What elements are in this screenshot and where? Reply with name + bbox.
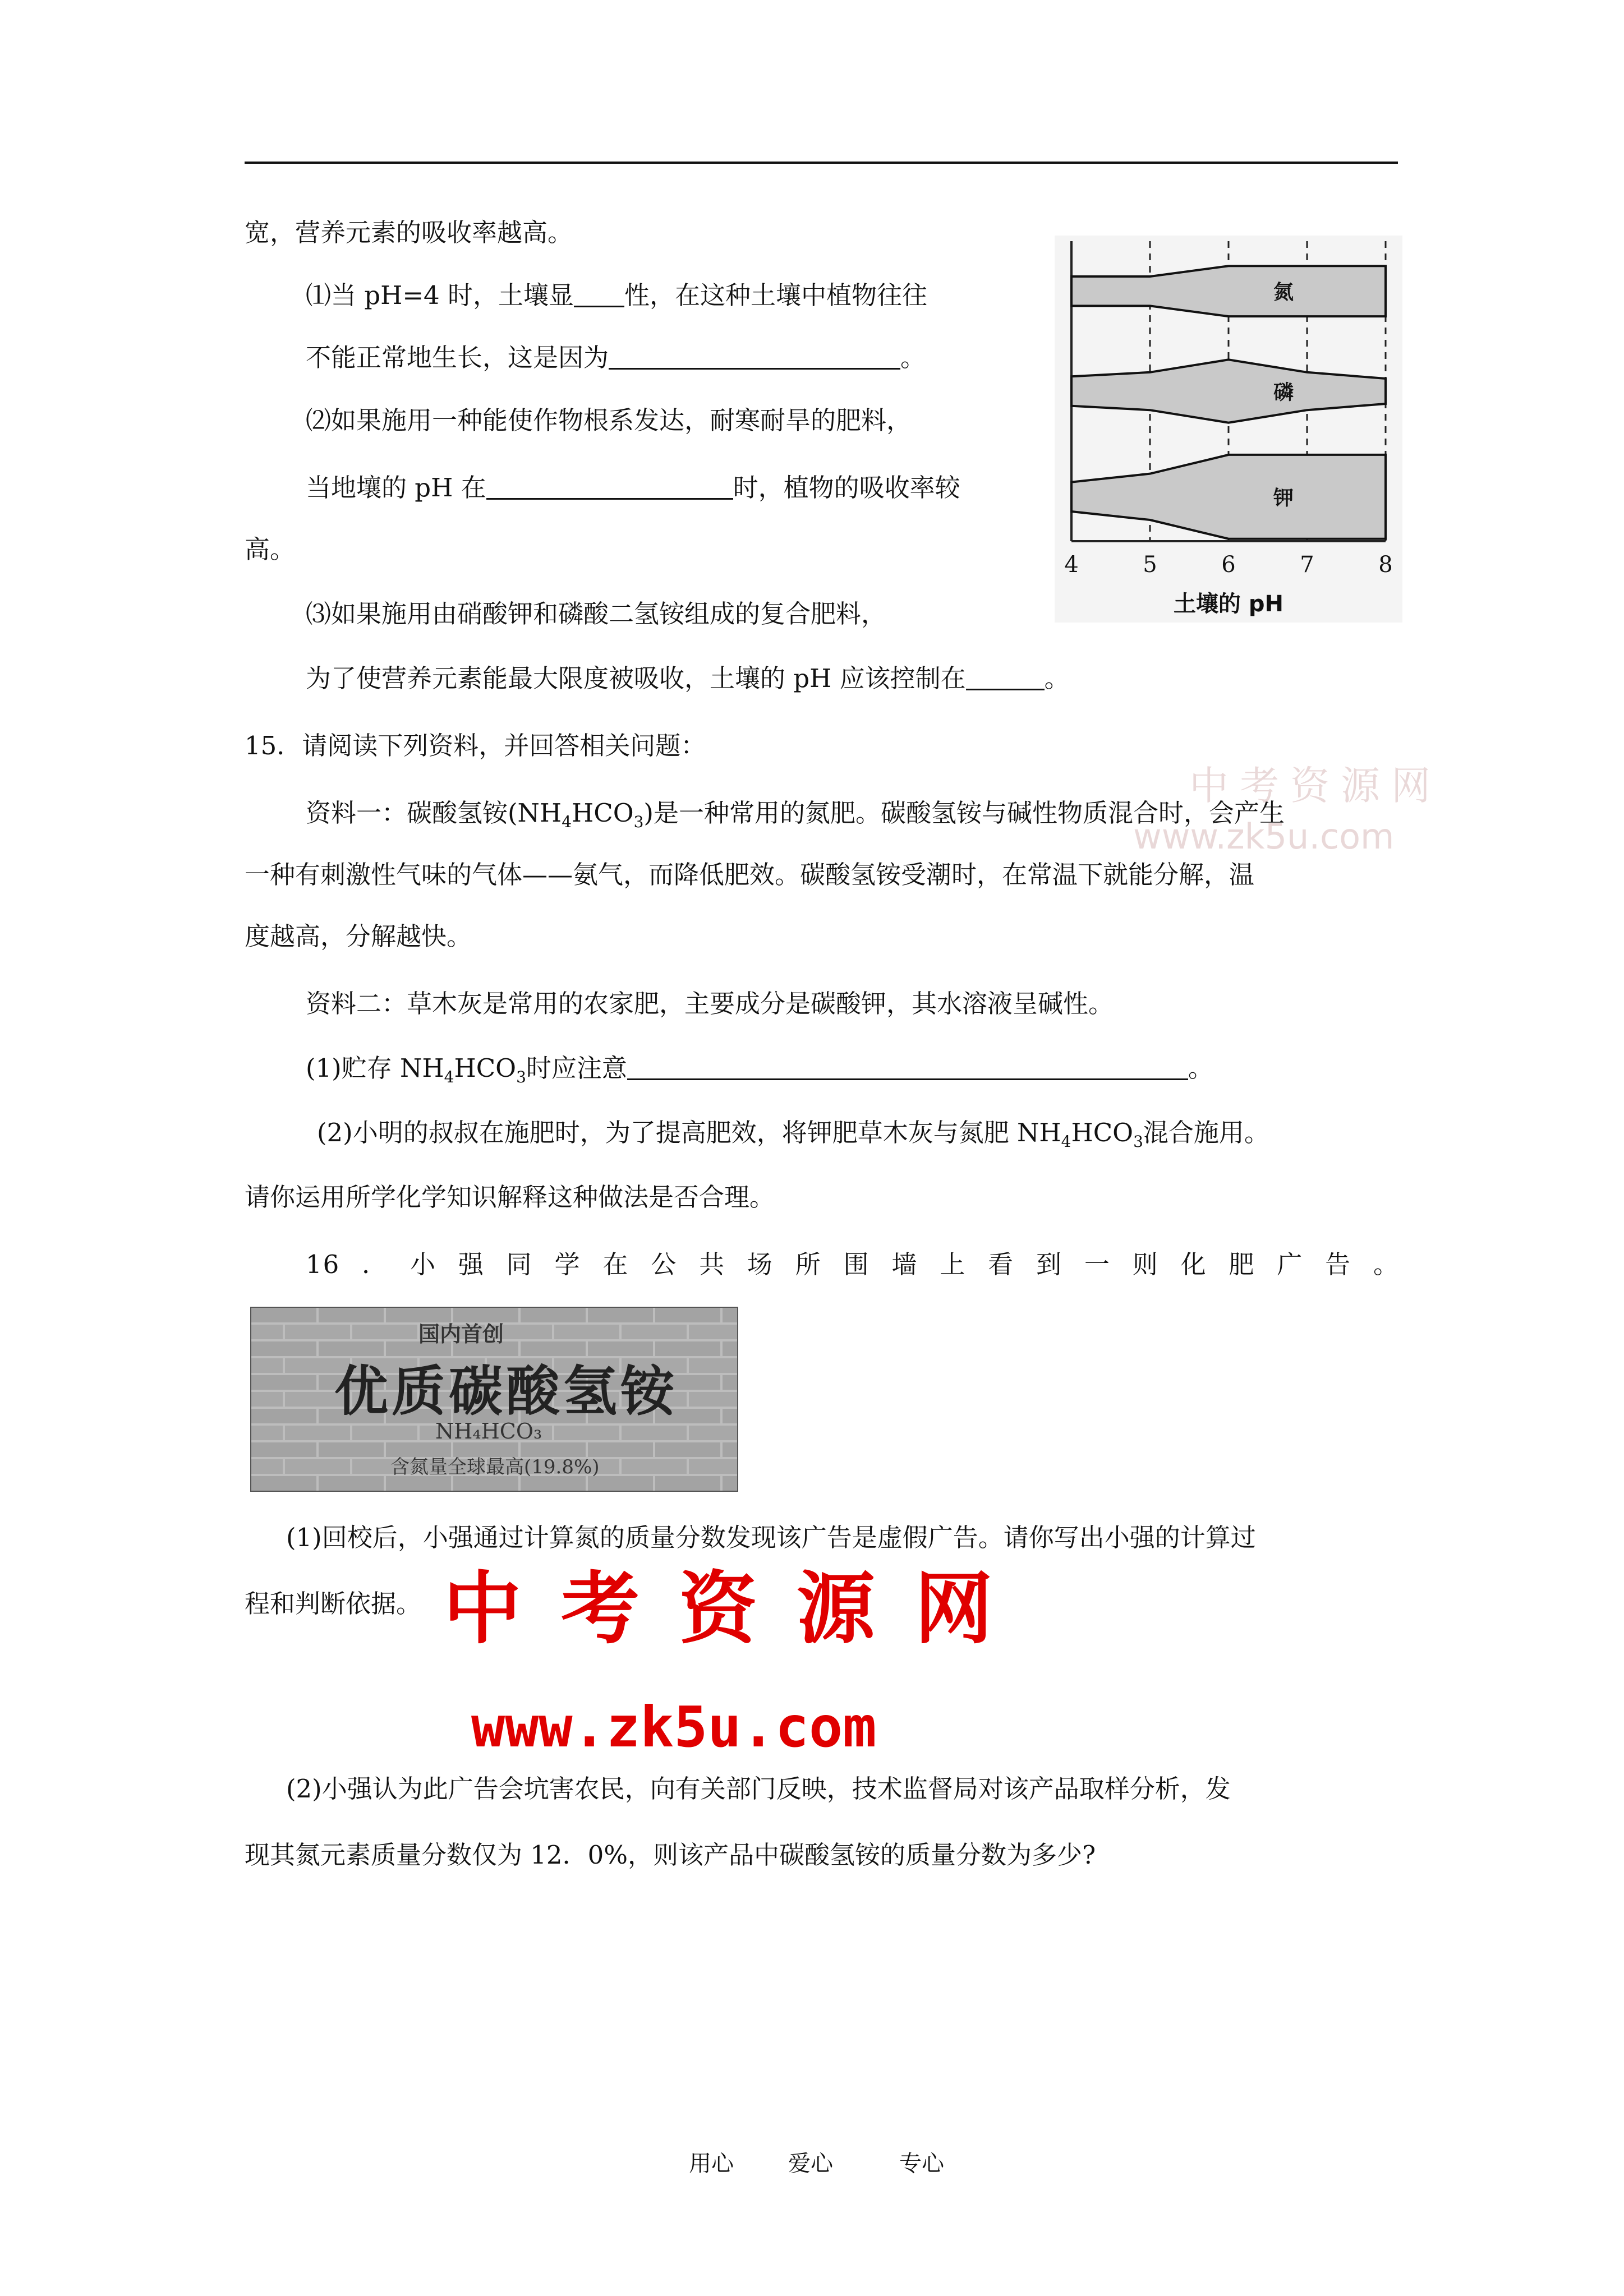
footer-text-3: 专心: [899, 2151, 944, 2177]
ad-top-text: 国内首创: [418, 1322, 504, 1347]
q14-part1-line1: ⑴当 pH=4 时，土壤显 性，在这种土壤中植物往往: [306, 279, 927, 312]
blank-reason[interactable]: [609, 341, 900, 370]
fertilizer-ad-image: [250, 1307, 738, 1492]
footer-text-1: 用心: [689, 2151, 734, 2177]
q14-part2-line2: 当地壤的 pH 在 时，植物的吸收率较: [306, 471, 960, 505]
q14-part3-line1: ⑶如果施用由硝酸钾和磷酸二氢铵组成的复合肥料，: [306, 599, 887, 629]
q15-resource2: 资料二：草木灰是常用的农家肥，主要成分是碳酸钾，其水溶液呈碱性。: [306, 989, 1114, 1018]
q14-part3-line2: 为了使营养元素能最大限度被吸收，土壤的 pH 应该控制在 。: [306, 662, 1070, 695]
x-axis-label: 土壤的 pH: [1173, 591, 1284, 617]
ad-bottom-text: 含氮量全球最高(19.8%): [390, 1456, 600, 1478]
q14-part2-line3: 高。: [245, 534, 296, 564]
q16-heading: 16．小强同学在公共场所围墙上看到一则化肥广告。: [306, 1250, 1400, 1279]
q14-part2-line1: ⑵如果施用一种能使作物根系发达，耐寒耐旱的肥料，: [306, 405, 912, 435]
q14-intro: 宽，营养元素的吸收率越高。: [245, 218, 573, 247]
band-label-钾: 钾: [1273, 486, 1294, 510]
x-tick-label: 7: [1300, 552, 1314, 578]
q15-resource1-line1: 资料一：碳酸氢铵$(NH_4HCO_3)$是一种常用的氮肥。碳酸氢铵与碱性物质混合时，会产生: [306, 798, 1285, 831]
q15-resource1-line2: 一种有刺激性气味的气体——氨气，而降低肥效。碳酸氢铵受潮时，在常温下就能分解，温: [245, 860, 1255, 889]
ph-absorption-chart: [1055, 236, 1402, 623]
ad-formula: NH₄HCO₃: [435, 1419, 542, 1444]
blank-acidity[interactable]: [574, 279, 624, 307]
watermark-faint-url: www.zk5u.com: [1133, 816, 1395, 857]
q16-part2-line1: (2)小强认为此广告会坑害农民，向有关部门反映，技术监督局对该产品取样分析，发: [286, 1774, 1231, 1804]
band-label-氮: 氮: [1273, 281, 1294, 305]
x-tick-label: 8: [1378, 552, 1393, 578]
x-tick-label: 5: [1143, 552, 1157, 578]
q15-heading: 15．请阅读下列资料，并回答相关问题：: [245, 731, 706, 760]
footer-text-2: 爱心: [788, 2151, 833, 2177]
q16-part1-line1: (1)回校后，小强通过计算氮的质量分数发现该广告是虚假广告。请你写出小强的计算过: [286, 1523, 1256, 1552]
q15-question2-line1: (2)小明的叔叔在施肥时，为了提高肥效，将钾肥草木灰与氮肥 $NH_4HCO_3$混合施用。: [317, 1118, 1269, 1151]
watermark-site-name: 中考资源网: [443, 1564, 1033, 1655]
q14-part1-line2: 不能正常地生长，这是因为 。: [306, 341, 926, 375]
band-label-磷: 磷: [1273, 381, 1294, 404]
q15-question2-line2: 请你运用所学化学知识解释这种做法是否合理。: [245, 1182, 775, 1212]
q15-resource1-line3: 度越高，分解越快。: [245, 921, 472, 951]
watermark-faint-title: 中考资源网: [1189, 763, 1442, 809]
ad-main-text: 优质碳酸氢铵: [334, 1360, 678, 1423]
blank-ph-range[interactable]: [486, 471, 733, 500]
x-tick-label: 6: [1221, 552, 1236, 578]
blank-ph-control[interactable]: [966, 662, 1045, 690]
x-tick-label: 4: [1064, 552, 1079, 578]
header-rule: [245, 162, 1398, 164]
blank-storage-note[interactable]: [627, 1052, 1188, 1080]
watermark-site-url: www.zk5u.com: [471, 1694, 877, 1760]
q16-part2-line2: 现其氮元素质量分数仅为 12．0%，则该产品中碳酸氢铵的质量分数为多少?: [245, 1840, 1096, 1870]
q16-part1-line2: 程和判断依据。: [245, 1589, 422, 1619]
q15-question1: (1)贮存 $NH_4HCO_3$时应注意 。: [306, 1052, 1213, 1094]
